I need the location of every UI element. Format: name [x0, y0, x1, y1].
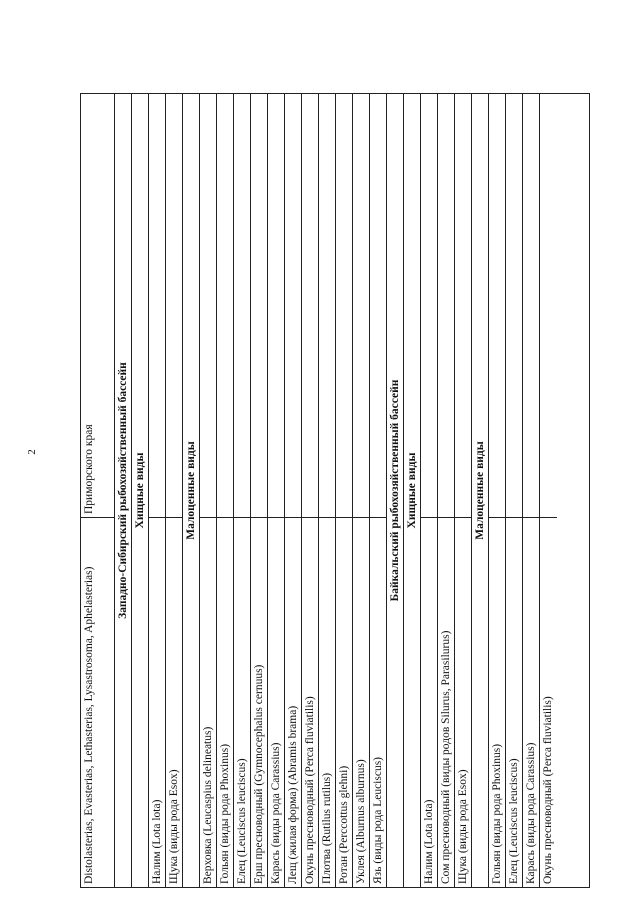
species-name-cell: Окунь пресноводный (Perca fluviatilis) — [302, 517, 318, 887]
section-heading-row — [132, 94, 149, 887]
section-heading-row — [115, 94, 132, 887]
table-row — [302, 94, 319, 887]
species-name-cell: Сом пресноводный (виды родов Silurus, Parasilurus) — [438, 517, 454, 887]
species-name-cell: Уклея (Alburnus alburnus) — [353, 517, 369, 887]
region-cell — [540, 94, 557, 517]
region-cell — [336, 94, 352, 517]
region-cell — [302, 94, 318, 517]
region-cell — [319, 94, 335, 517]
region-cell — [523, 94, 539, 517]
species-name-cell: Карась (виды рода Carassius) — [523, 517, 539, 887]
region-cell — [200, 94, 216, 517]
section-heading: Хищные виды — [134, 452, 146, 529]
region-cell — [455, 94, 471, 517]
species-name-cell: Плотва (Rutilus rutilus) — [319, 517, 335, 887]
species-name-cell: Налим (Lota lota) — [421, 517, 437, 887]
species-name-cell: Гольян (виды рода Phoxinus) — [489, 517, 505, 887]
species-name-cell: Ротан (Perccottus glehni) — [336, 517, 352, 887]
region-cell — [353, 94, 369, 517]
page-number: 2 — [26, 449, 38, 455]
section-heading-row — [472, 94, 489, 887]
region-cell — [251, 94, 267, 517]
table-row — [455, 94, 472, 887]
section-heading: Малоценные виды — [185, 441, 197, 540]
species-name-cell: Окунь пресноводный (Perca fluviatilis) — [540, 517, 557, 887]
region-cell — [149, 94, 165, 517]
section-heading: Западно-Сибирский рыбохозяйственный бассейн — [117, 362, 129, 619]
table-row — [81, 94, 115, 887]
table-row — [506, 94, 523, 887]
species-name-cell: Язь (виды рода Leuciscus) — [370, 517, 386, 887]
table-row — [489, 94, 506, 887]
table-row — [285, 94, 302, 887]
table-row — [200, 94, 217, 887]
table-row — [166, 94, 183, 887]
table-row — [217, 94, 234, 887]
region-cell — [285, 94, 301, 517]
species-name-cell: Верховка (Leucaspius delineatus) — [200, 517, 216, 887]
table-row — [319, 94, 336, 887]
species-name-cell: Щука (виды рода Esox) — [455, 517, 471, 887]
table-row — [268, 94, 285, 887]
table-row — [353, 94, 370, 887]
species-name-cell: Налим (Lota lota) — [149, 517, 165, 887]
region-cell — [234, 94, 250, 517]
species-name-cell: Ерш пресноводный (Gymnocephalus cernuus) — [251, 517, 267, 887]
region-cell — [438, 94, 454, 517]
species-name-cell: Карась (виды рода Carassius) — [268, 517, 284, 887]
species-table — [80, 93, 590, 888]
table-row — [336, 94, 353, 887]
region-cell — [166, 94, 182, 517]
section-heading-row — [404, 94, 421, 887]
table-row — [540, 94, 557, 887]
table-row — [523, 94, 540, 887]
species-name-cell: Щука (виды рода Esox) — [166, 517, 182, 887]
table-row — [421, 94, 438, 887]
region-cell — [217, 94, 233, 517]
table-row — [149, 94, 166, 887]
table-wrapper — [80, 93, 590, 888]
region-cell — [489, 94, 505, 517]
region-cell — [506, 94, 522, 517]
region-cell — [421, 94, 437, 517]
species-name-cell: Лещ (жилая форма) (Abramis brama) — [285, 517, 301, 887]
species-name-cell: Елец (Leuciscus leuciscus) — [506, 517, 522, 887]
region-cell — [370, 94, 386, 517]
section-heading: Малоценные виды — [474, 441, 486, 540]
section-heading: Хищные виды — [406, 452, 418, 529]
species-name-cell: Distolasterias, Evasterias, Lethasterias, Lysastrosoma, Aphelasterias) — [81, 517, 114, 887]
species-name-cell: Елец (Leuciscus leuciscus) — [234, 517, 250, 887]
table-row — [251, 94, 268, 887]
section-heading-row — [387, 94, 404, 887]
table-row — [438, 94, 455, 887]
region-cell: Приморского края — [83, 424, 95, 514]
table-row — [234, 94, 251, 887]
table-row — [370, 94, 387, 887]
section-heading-row — [183, 94, 200, 887]
species-name-cell: Гольян (виды рода Phoxinus) — [217, 517, 233, 887]
region-cell — [268, 94, 284, 517]
section-heading: Байкальский рыбохозяйственный бассейн — [389, 379, 401, 602]
